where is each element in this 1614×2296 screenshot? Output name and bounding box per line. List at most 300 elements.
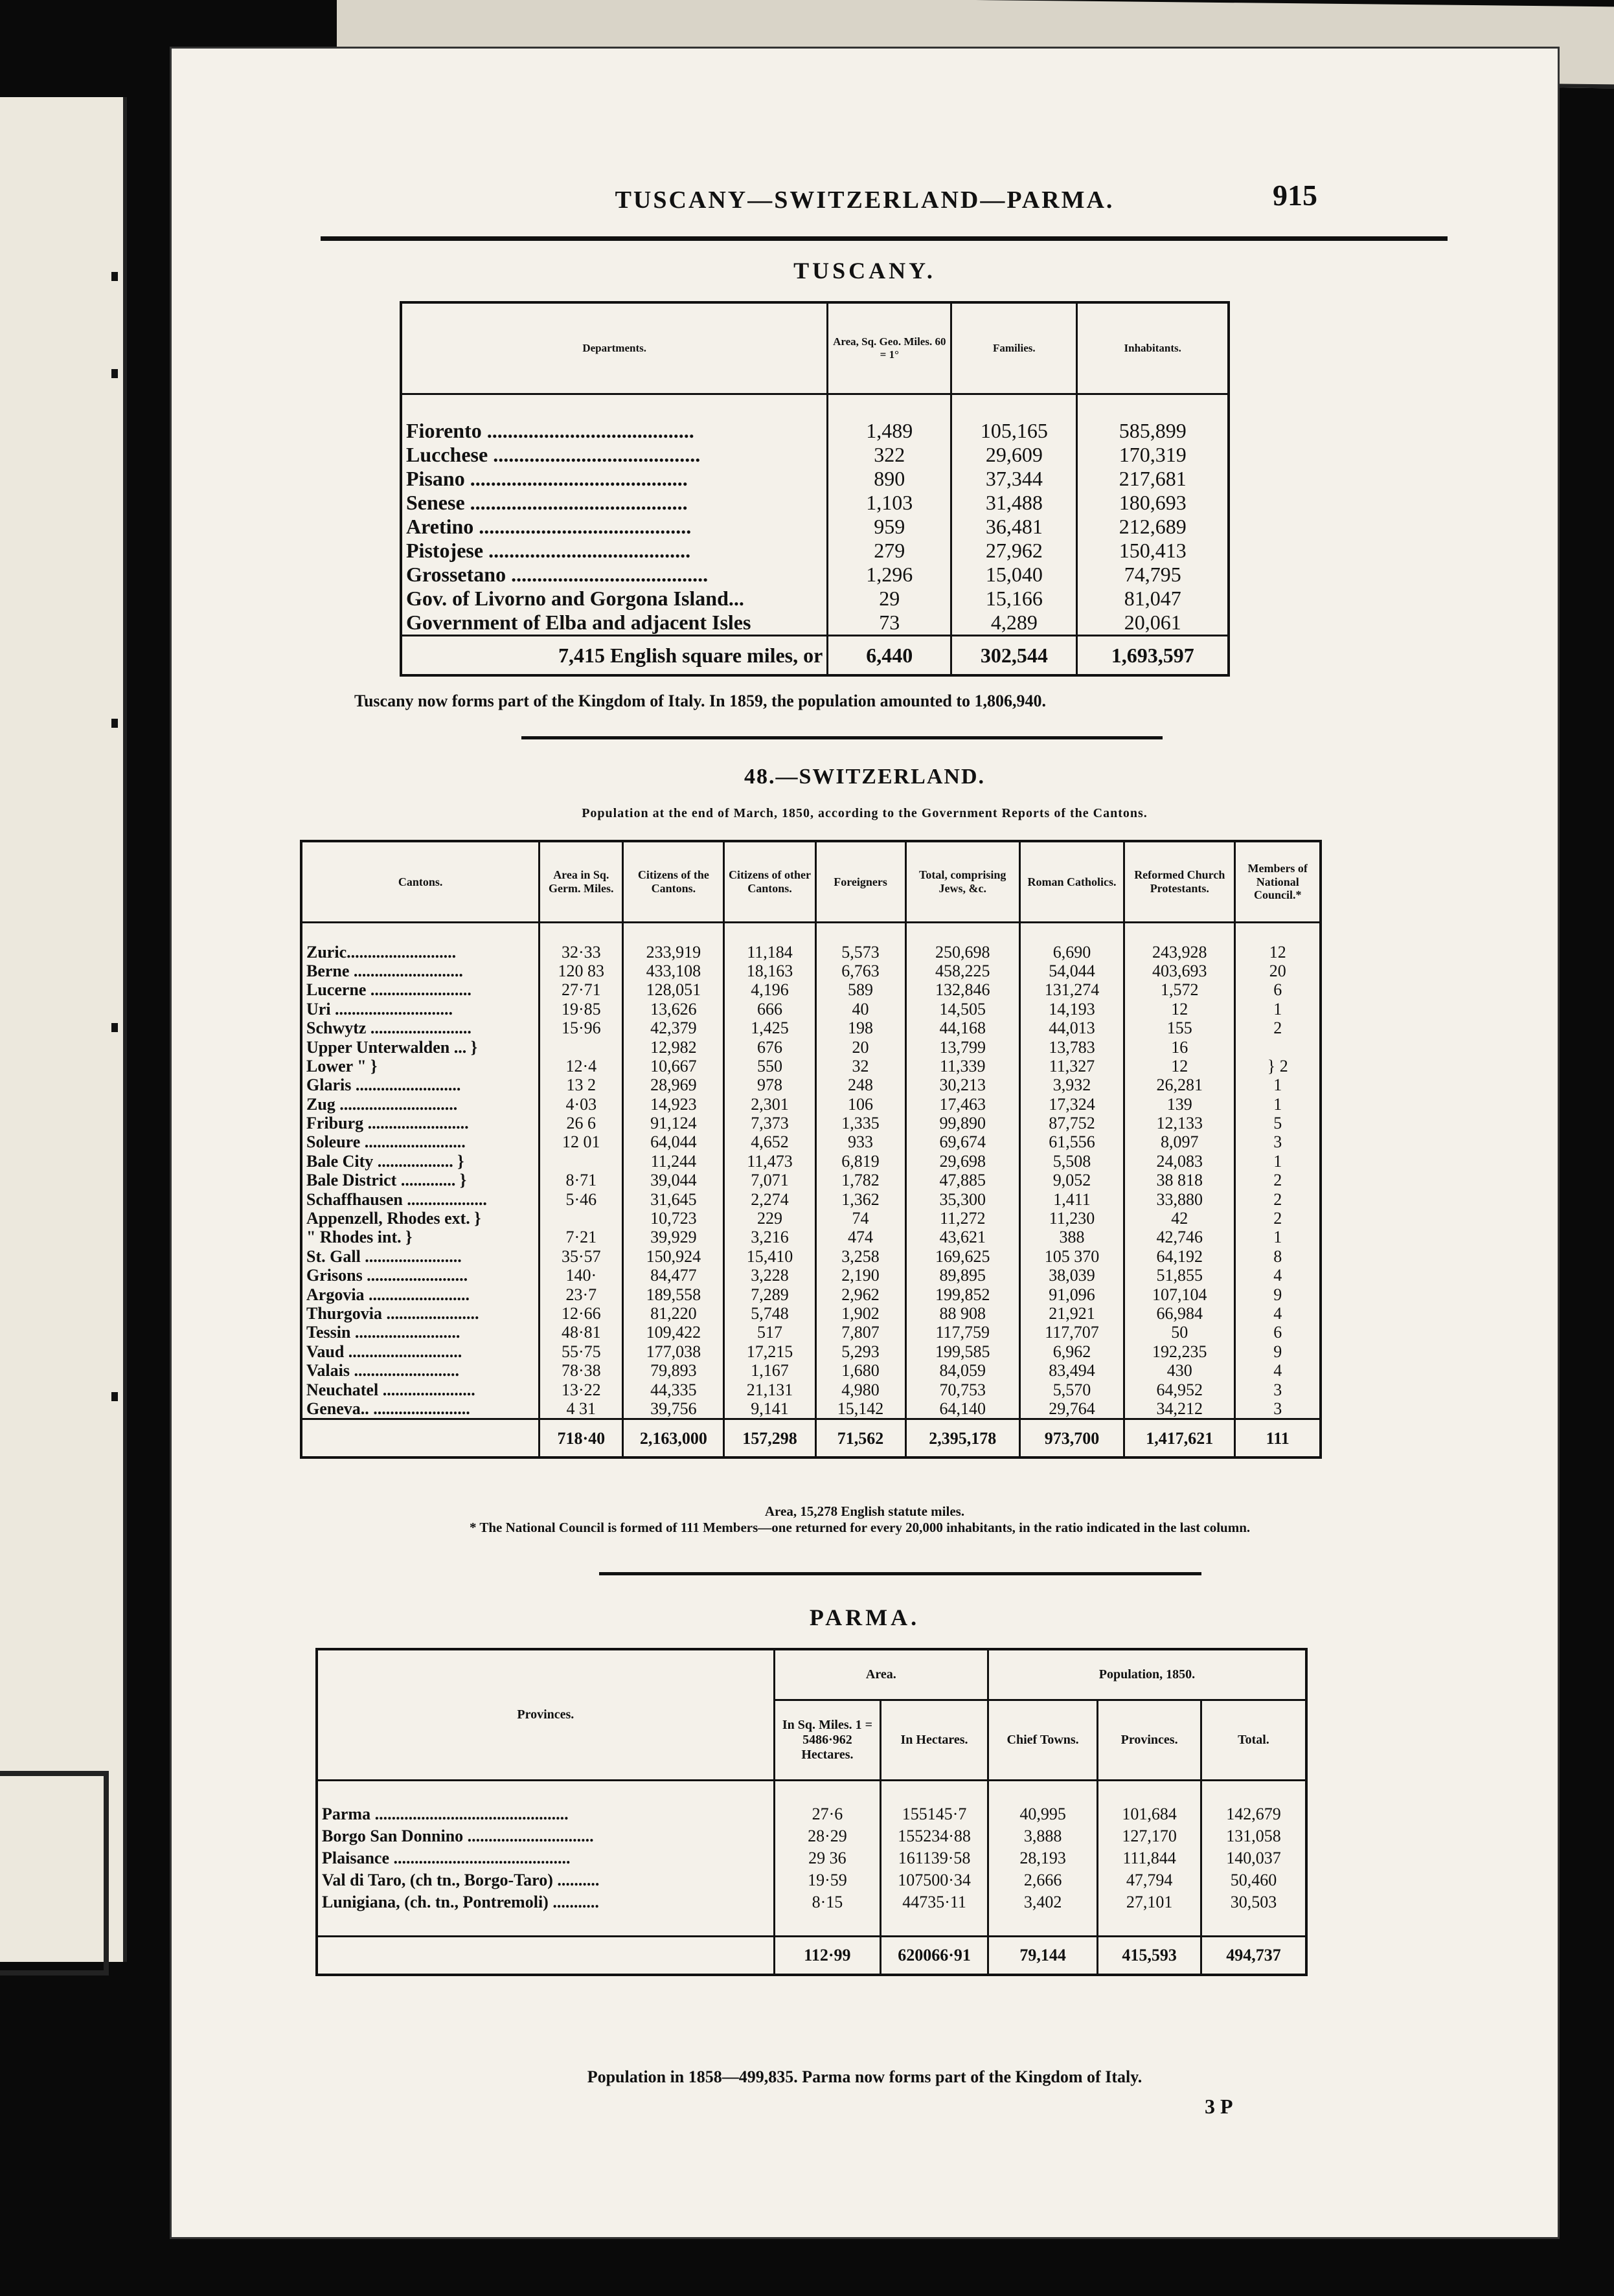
value-cell: 2 <box>1235 1171 1321 1189</box>
value-cell: 155 <box>1124 1019 1235 1037</box>
value-cell: 2 <box>1235 1209 1321 1228</box>
value-cell: 17,215 <box>724 1342 815 1361</box>
canton-name: Zug ............................ <box>301 1095 540 1114</box>
table-row <box>317 1847 1306 1869</box>
value-cell: 18,163 <box>724 962 815 980</box>
value-cell: 142,679 <box>1201 1803 1306 1825</box>
spacer-cell <box>988 1780 1097 1803</box>
table-row <box>301 1189 1321 1208</box>
spacer-cell <box>317 1780 774 1803</box>
value-cell: 107500·34 <box>881 1869 988 1891</box>
total-cell: 494,737 <box>1201 1936 1306 1975</box>
department-name: Lucchese ........................................ <box>401 443 828 467</box>
table-row <box>317 1891 1306 1913</box>
value-cell: 32·33 <box>540 942 623 961</box>
value-cell: 517 <box>724 1323 815 1342</box>
value-cell: 170,319 <box>1077 443 1229 467</box>
column-header: Citizens of the Cantons. <box>623 841 724 923</box>
value-cell: 99,890 <box>905 1114 1019 1132</box>
value-cell: 31,645 <box>623 1189 724 1208</box>
value-cell: 15,040 <box>951 563 1077 587</box>
table-row <box>301 962 1321 980</box>
total-cell: 718·40 <box>540 1419 623 1458</box>
total-cell: 6,440 <box>828 636 951 676</box>
total-cell: 1,417,621 <box>1124 1419 1235 1458</box>
value-cell: 189,558 <box>623 1285 724 1303</box>
col-chief-towns: Chief Towns. <box>988 1700 1097 1780</box>
value-cell <box>540 1037 623 1056</box>
value-cell: 458,225 <box>905 962 1019 980</box>
value-cell: 6,819 <box>815 1152 905 1171</box>
value-cell: 74,795 <box>1077 563 1229 587</box>
value-cell: 36,481 <box>951 515 1077 539</box>
spacer-cell <box>1201 1780 1306 1803</box>
value-cell: 9 <box>1235 1342 1321 1361</box>
value-cell: 139 <box>1124 1095 1235 1114</box>
total-cell: 2,163,000 <box>623 1419 724 1458</box>
value-cell: 150,924 <box>623 1247 724 1266</box>
tuscany-table <box>400 301 1230 677</box>
value-cell: 78·38 <box>540 1361 623 1380</box>
table-row <box>401 419 1229 443</box>
col-area: Area, Sq. Geo. Miles. 60 = 1° <box>828 302 951 394</box>
switzerland-council-note: * The National Council is formed of 111 Members—one returned for every 20,000 inhabitants, in the ratio indicated in the last column. <box>470 1520 1251 1535</box>
value-cell: 15,410 <box>724 1247 815 1266</box>
value-cell: 3,888 <box>988 1825 1097 1847</box>
value-cell: 8·15 <box>774 1891 880 1913</box>
value-cell: 81,047 <box>1077 587 1229 611</box>
canton-name: Argovia ........................ <box>301 1285 540 1303</box>
table-row <box>401 539 1229 563</box>
value-cell: 106 <box>815 1095 905 1114</box>
value-cell: 44735·11 <box>881 1891 988 1913</box>
table-row <box>301 1019 1321 1037</box>
value-cell: 39,044 <box>623 1171 724 1189</box>
table-row <box>301 1304 1321 1323</box>
margin-mark <box>111 369 118 378</box>
value-cell: 81,220 <box>623 1304 724 1323</box>
value-cell: 2,190 <box>815 1266 905 1285</box>
table-row <box>401 587 1229 611</box>
canton-name: Schaffhausen ................... <box>301 1189 540 1208</box>
spacer-cell <box>815 923 905 943</box>
province-name: Borgo San Donnino .............................. <box>317 1825 774 1847</box>
value-cell: 6,962 <box>1019 1342 1124 1361</box>
group-population: Population, 1850. <box>988 1649 1306 1700</box>
spacer-cell <box>1019 923 1124 943</box>
value-cell: 120 83 <box>540 962 623 980</box>
spacer-cell <box>1201 1913 1306 1937</box>
table-row <box>301 1057 1321 1075</box>
value-cell: 7·21 <box>540 1228 623 1246</box>
value-cell: 150,413 <box>1077 539 1229 563</box>
value-cell: 12 <box>1124 1000 1235 1019</box>
section-rule <box>521 736 1163 739</box>
value-cell: 131,274 <box>1019 980 1124 999</box>
value-cell: 15,142 <box>815 1399 905 1419</box>
value-cell: 250,698 <box>905 942 1019 961</box>
value-cell: 933 <box>815 1132 905 1151</box>
table-row <box>301 980 1321 999</box>
spacer-cell <box>1235 923 1321 943</box>
value-cell: 5,573 <box>815 942 905 961</box>
value-cell: 33,880 <box>1124 1189 1235 1208</box>
value-cell: 1,425 <box>724 1019 815 1037</box>
department-name: Aretino ......................................... <box>401 515 828 539</box>
province-name: Parma .............................................. <box>317 1803 774 1825</box>
value-cell: 229 <box>724 1209 815 1228</box>
table-row <box>301 1209 1321 1228</box>
tuscany-title: TUSCANY. <box>793 258 936 284</box>
value-cell: 12 <box>1124 1057 1235 1075</box>
value-cell: 161139·58 <box>881 1847 988 1869</box>
value-cell: 4 <box>1235 1266 1321 1285</box>
value-cell: 12,133 <box>1124 1114 1235 1132</box>
canton-name: Bale District ............. } <box>301 1171 540 1189</box>
spacer-cell <box>881 1913 988 1937</box>
value-cell: 2,666 <box>988 1869 1097 1891</box>
value-cell: 48·81 <box>540 1323 623 1342</box>
value-cell: 1,167 <box>724 1361 815 1380</box>
canton-name: " Rhodes int. } <box>301 1228 540 1246</box>
spacer-cell <box>881 1780 988 1803</box>
total-row <box>317 1936 1306 1975</box>
value-cell: 44,335 <box>623 1380 724 1399</box>
value-cell: 20 <box>1235 962 1321 980</box>
department-name: Pisano .......................................... <box>401 467 828 491</box>
value-cell: 13,799 <box>905 1037 1019 1056</box>
value-cell: 39,929 <box>623 1228 724 1246</box>
facing-page-edge <box>0 97 127 1962</box>
value-cell: 38,039 <box>1019 1266 1124 1285</box>
value-cell: 12 01 <box>540 1132 623 1151</box>
value-cell: 42,379 <box>623 1019 724 1037</box>
canton-name: Uri ............................ <box>301 1000 540 1019</box>
value-cell: 23·7 <box>540 1285 623 1303</box>
value-cell: 13,626 <box>623 1000 724 1019</box>
book-page <box>172 49 1558 2237</box>
value-cell: 44,168 <box>905 1019 1019 1037</box>
table-row <box>301 1095 1321 1114</box>
value-cell: 169,625 <box>905 1247 1019 1266</box>
running-title: TUSCANY—SWITZERLAND—PARMA. <box>615 186 1115 214</box>
value-cell: 1,782 <box>815 1171 905 1189</box>
switzerland-table <box>300 840 1322 1459</box>
value-cell: 1,335 <box>815 1114 905 1132</box>
value-cell: 3 <box>1235 1132 1321 1151</box>
value-cell: 40 <box>815 1000 905 1019</box>
value-cell: 3 <box>1235 1399 1321 1419</box>
parma-title: PARMA. <box>809 1604 920 1630</box>
table-row <box>401 515 1229 539</box>
value-cell: 9,052 <box>1019 1171 1124 1189</box>
value-cell: 7,807 <box>815 1323 905 1342</box>
table-row <box>301 1228 1321 1246</box>
value-cell: 64,952 <box>1124 1380 1235 1399</box>
value-cell: 105,165 <box>951 419 1077 443</box>
value-cell: 29 36 <box>774 1847 880 1869</box>
switzerland-area-note: Area, 15,278 English statute miles. <box>764 1503 965 1519</box>
signature-mark: 3 P <box>1205 2095 1233 2118</box>
department-name: Pistojese ....................................... <box>401 539 828 563</box>
value-cell: 10,667 <box>623 1057 724 1075</box>
table-row <box>401 467 1229 491</box>
value-cell: 14,505 <box>905 1000 1019 1019</box>
canton-name: Lucerne ........................ <box>301 980 540 999</box>
value-cell: 21,921 <box>1019 1304 1124 1323</box>
margin-mark <box>111 719 118 728</box>
value-cell: 3 <box>1235 1380 1321 1399</box>
table-row <box>301 1342 1321 1361</box>
canton-name: Zuric.......................... <box>301 942 540 961</box>
value-cell: 15,166 <box>951 587 1077 611</box>
value-cell: 890 <box>828 467 951 491</box>
table-row <box>301 1132 1321 1151</box>
spacer-cell <box>951 394 1077 420</box>
value-cell: 3,216 <box>724 1228 815 1246</box>
total-cell: 79,144 <box>988 1936 1097 1975</box>
value-cell: 91,124 <box>623 1114 724 1132</box>
value-cell: 38 818 <box>1124 1171 1235 1189</box>
value-cell <box>540 1152 623 1171</box>
value-cell: 13,783 <box>1019 1037 1124 1056</box>
value-cell: 4,196 <box>724 980 815 999</box>
value-cell: 199,585 <box>905 1342 1019 1361</box>
spacer-cell <box>301 923 540 943</box>
value-cell: 127,170 <box>1098 1825 1201 1847</box>
value-cell: 8,097 <box>1124 1132 1235 1151</box>
value-cell: 1 <box>1235 1152 1321 1171</box>
value-cell: 12·4 <box>540 1057 623 1075</box>
value-cell: 4,980 <box>815 1380 905 1399</box>
section-rule <box>599 1572 1201 1575</box>
value-cell: 11,230 <box>1019 1209 1124 1228</box>
col-families: Families. <box>951 302 1077 394</box>
value-cell: 24,083 <box>1124 1152 1235 1171</box>
value-cell: 676 <box>724 1037 815 1056</box>
value-cell: 192,235 <box>1124 1342 1235 1361</box>
value-cell: 2,962 <box>815 1285 905 1303</box>
spacer-cell <box>1077 394 1229 420</box>
value-cell: 11,272 <box>905 1209 1019 1228</box>
table-row <box>301 1380 1321 1399</box>
value-cell: 4 31 <box>540 1399 623 1419</box>
value-cell: 198 <box>815 1019 905 1037</box>
total-cell: 302,544 <box>951 636 1077 676</box>
total-row <box>301 1419 1321 1458</box>
value-cell: 55·75 <box>540 1342 623 1361</box>
spacer-cell <box>623 923 724 943</box>
canton-name: Upper Unterwalden ... } <box>301 1037 540 1056</box>
table-row <box>301 1285 1321 1303</box>
facing-page-box <box>0 1771 109 1975</box>
total-cell: 71,562 <box>815 1419 905 1458</box>
value-cell: 1,680 <box>815 1361 905 1380</box>
spacer-cell <box>1098 1913 1201 1937</box>
value-cell: 128,051 <box>623 980 724 999</box>
canton-name: St. Gall ....................... <box>301 1247 540 1266</box>
value-cell: 70,753 <box>905 1380 1019 1399</box>
value-cell: 1,902 <box>815 1304 905 1323</box>
value-cell: 11,339 <box>905 1057 1019 1075</box>
value-cell: 64,140 <box>905 1399 1019 1419</box>
value-cell: 140,037 <box>1201 1847 1306 1869</box>
canton-name: Berne .......................... <box>301 962 540 980</box>
canton-name: Schwytz ........................ <box>301 1019 540 1037</box>
value-cell: 42,746 <box>1124 1228 1235 1246</box>
value-cell: 84,059 <box>905 1361 1019 1380</box>
total-cell <box>301 1419 540 1458</box>
department-name: Gov. of Livorno and Gorgona Island... <box>401 587 828 611</box>
value-cell: 5,293 <box>815 1342 905 1361</box>
value-cell: 199,852 <box>905 1285 1019 1303</box>
value-cell: 27,101 <box>1098 1891 1201 1913</box>
value-cell: 6,690 <box>1019 942 1124 961</box>
value-cell: 39,756 <box>623 1399 724 1419</box>
spacer-cell <box>724 923 815 943</box>
value-cell: 30,213 <box>905 1075 1019 1094</box>
value-cell: 13 2 <box>540 1075 623 1094</box>
canton-name: Grisons ........................ <box>301 1266 540 1285</box>
value-cell: 433,108 <box>623 962 724 980</box>
value-cell: 5,508 <box>1019 1152 1124 1171</box>
value-cell: 26 6 <box>540 1114 623 1132</box>
value-cell: 1 <box>1235 1000 1321 1019</box>
value-cell: 1,489 <box>828 419 951 443</box>
value-cell: 54,044 <box>1019 962 1124 980</box>
col-departments: Departments. <box>401 302 828 394</box>
table-row <box>317 1869 1306 1891</box>
province-name: Lunigiana, (ch. tn., Pontremoli) ........... <box>317 1891 774 1913</box>
value-cell: 28,193 <box>988 1847 1097 1869</box>
value-cell: 42 <box>1124 1209 1235 1228</box>
col-inhabitants: Inhabitants. <box>1077 302 1229 394</box>
canton-name: Glaris ......................... <box>301 1075 540 1094</box>
margin-mark <box>111 1392 118 1401</box>
table-row <box>301 1152 1321 1171</box>
value-cell: 1 <box>1235 1228 1321 1246</box>
table-row <box>301 942 1321 961</box>
value-cell: 47,885 <box>905 1171 1019 1189</box>
canton-name: Geneva.. ....................... <box>301 1399 540 1419</box>
column-header: Total, comprising Jews, &c. <box>905 841 1019 923</box>
table-row <box>301 1075 1321 1094</box>
total-cell <box>317 1936 774 1975</box>
group-area: Area. <box>774 1649 988 1700</box>
value-cell: 140· <box>540 1266 623 1285</box>
table-row <box>301 1247 1321 1266</box>
value-cell: 388 <box>1019 1228 1124 1246</box>
value-cell: 91,096 <box>1019 1285 1124 1303</box>
parma-footnote: Population in 1858—499,835. Parma now forms part of the Kingdom of Italy. <box>587 2067 1142 2086</box>
value-cell: } 2 <box>1235 1057 1321 1075</box>
column-header: Cantons. <box>301 841 540 923</box>
value-cell: 666 <box>724 1000 815 1019</box>
value-cell: 27·6 <box>774 1803 880 1825</box>
value-cell: 474 <box>815 1228 905 1246</box>
value-cell: 6 <box>1235 1323 1321 1342</box>
column-header: Reformed Church Protestants. <box>1124 841 1235 923</box>
value-cell: 26,281 <box>1124 1075 1235 1094</box>
value-cell: 117,707 <box>1019 1323 1124 1342</box>
value-cell: 279 <box>828 539 951 563</box>
value-cell: 4 <box>1235 1304 1321 1323</box>
value-cell: 17,324 <box>1019 1095 1124 1114</box>
spacer-cell <box>1124 923 1235 943</box>
switzerland-title: 48.—SWITZERLAND. <box>744 765 986 789</box>
value-cell: 30,503 <box>1201 1891 1306 1913</box>
table-row <box>301 1399 1321 1419</box>
value-cell: 9,141 <box>724 1399 815 1419</box>
spacer-cell <box>1098 1780 1201 1803</box>
value-cell: 35,300 <box>905 1189 1019 1208</box>
table-row <box>301 1114 1321 1132</box>
value-cell: 64,192 <box>1124 1247 1235 1266</box>
value-cell: 2,301 <box>724 1095 815 1114</box>
value-cell: 7,373 <box>724 1114 815 1132</box>
value-cell: 28,969 <box>623 1075 724 1094</box>
col-total: Total. <box>1201 1700 1306 1780</box>
table-row <box>301 1266 1321 1285</box>
table-row <box>401 611 1229 636</box>
value-cell: 40,995 <box>988 1803 1097 1825</box>
spacer-cell <box>905 923 1019 943</box>
value-cell: 1,296 <box>828 563 951 587</box>
margin-mark <box>111 1023 118 1032</box>
value-cell: 79,893 <box>623 1361 724 1380</box>
value-cell: 155234·88 <box>881 1825 988 1847</box>
table-row <box>301 1361 1321 1380</box>
value-cell: 4 <box>1235 1361 1321 1380</box>
value-cell: 84,477 <box>623 1266 724 1285</box>
column-header: Area in Sq. Germ. Miles. <box>540 841 623 923</box>
value-cell: 17,463 <box>905 1095 1019 1114</box>
department-name: Government of Elba and adjacent Isles <box>401 611 828 636</box>
value-cell: 111,844 <box>1098 1847 1201 1869</box>
col-hectares: In Hectares. <box>881 1700 988 1780</box>
value-cell: 3,258 <box>815 1247 905 1266</box>
value-cell: 11,184 <box>724 942 815 961</box>
table-row <box>317 1825 1306 1847</box>
value-cell: 5,748 <box>724 1304 815 1323</box>
canton-name: Soleure ........................ <box>301 1132 540 1151</box>
value-cell: 12,982 <box>623 1037 724 1056</box>
spacer-cell <box>774 1913 880 1937</box>
value-cell: 14,923 <box>623 1095 724 1114</box>
value-cell: 5 <box>1235 1114 1321 1132</box>
value-cell: 20 <box>815 1037 905 1056</box>
value-cell: 6,763 <box>815 962 905 980</box>
value-cell: 212,689 <box>1077 515 1229 539</box>
value-cell: 61,556 <box>1019 1132 1124 1151</box>
value-cell: 64,044 <box>623 1132 724 1151</box>
header-rule <box>321 236 1448 241</box>
total-cell: 157,298 <box>724 1419 815 1458</box>
total-cell: 973,700 <box>1019 1419 1124 1458</box>
value-cell: 403,693 <box>1124 962 1235 980</box>
value-cell: 180,693 <box>1077 491 1229 515</box>
value-cell: 1,362 <box>815 1189 905 1208</box>
value-cell: 109,422 <box>623 1323 724 1342</box>
value-cell: 3,228 <box>724 1266 815 1285</box>
value-cell: 1,411 <box>1019 1189 1124 1208</box>
value-cell: 2 <box>1235 1019 1321 1037</box>
value-cell: 29 <box>828 587 951 611</box>
table-row <box>301 1323 1321 1342</box>
canton-name: Tessin ......................... <box>301 1323 540 1342</box>
total-cell: 112·99 <box>774 1936 880 1975</box>
value-cell: 1,103 <box>828 491 951 515</box>
